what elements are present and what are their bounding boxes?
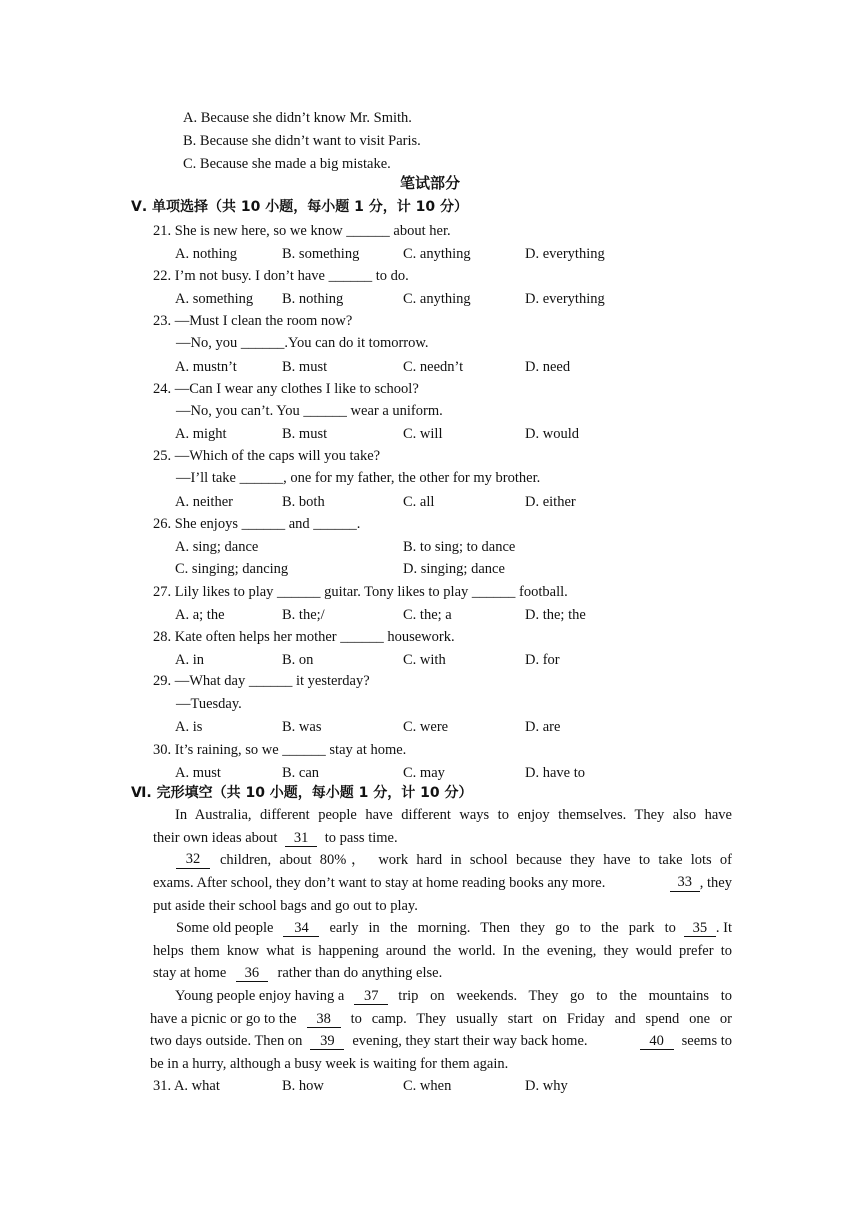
cloze-p2-line1 xyxy=(176,851,732,869)
written-part-title: 笔试部分 xyxy=(399,174,460,192)
question-25-option-a[interactable]: A. neither xyxy=(175,494,233,510)
listening-option-a: A. Because she didn’t know Mr. Smith. xyxy=(183,110,412,126)
cloze-q31-option-d[interactable]: D. why xyxy=(525,1078,568,1094)
cloze-text: rather than do anything else. xyxy=(277,965,443,981)
question-29-option-b[interactable]: B. was xyxy=(282,719,322,735)
question-22-option-c[interactable]: C. anything xyxy=(403,291,471,307)
cloze-q31-option-b[interactable]: B. how xyxy=(282,1078,324,1094)
question-25-stem: —I’ll take ______, one for my father, the other for my brother. xyxy=(176,470,541,486)
cloze-blank-31[interactable]: 31 xyxy=(285,830,317,847)
question-22-option-a[interactable]: A. something xyxy=(175,291,254,307)
question-24-stem: 24. —Can I wear any clothes I like to school? xyxy=(153,381,419,397)
question-27-option-b[interactable]: B. the;/ xyxy=(282,607,325,623)
question-28-option-a[interactable]: A. in xyxy=(175,652,204,668)
question-25-option-b[interactable]: B. both xyxy=(282,494,325,510)
question-24-option-c[interactable]: C. will xyxy=(403,426,443,442)
question-27-option-c[interactable]: C. the; a xyxy=(403,607,452,623)
cloze-q31-option-a[interactable]: 31. A. what xyxy=(153,1078,220,1094)
question-23-option-d[interactable]: D. need xyxy=(525,359,571,375)
cloze-text: two days outside. Then on xyxy=(150,1033,303,1049)
cloze-q31-option-c[interactable]: C. when xyxy=(403,1078,452,1094)
section6-title: Ⅵ. 完形填空（共 10 小题，每小题 1 分，计 10 分） xyxy=(131,785,473,801)
question-26-option-c[interactable]: C. singing; dancing xyxy=(175,561,289,577)
cloze-text: have a picnic or go to the xyxy=(150,1011,297,1027)
question-23-stem: 23. —Must I clean the room now? xyxy=(153,313,353,329)
question-30-option-d[interactable]: D. have to xyxy=(525,765,585,781)
question-29-stem: 29. —What day ______ it yesterday? xyxy=(153,673,370,689)
cloze-p3-line3 xyxy=(153,964,442,982)
question-21-option-c[interactable]: C. anything xyxy=(403,246,471,262)
cloze-blank-39[interactable]: 39 xyxy=(310,1033,344,1050)
cloze-blank-36[interactable]: 36 xyxy=(236,965,268,982)
cloze-text: exams. After school, they don’t want to stay at home reading books any more. xyxy=(153,875,606,891)
cloze-text: . It xyxy=(715,920,732,936)
question-23-option-a[interactable]: A. mustn’t xyxy=(175,359,237,375)
cloze-blank-34[interactable]: 34 xyxy=(283,920,319,937)
question-30-option-c[interactable]: C. may xyxy=(403,765,445,781)
question-24-option-d[interactable]: D. would xyxy=(525,426,579,442)
cloze-blank-33[interactable]: 33 xyxy=(670,874,700,892)
cloze-text: helps them know what is happening around the world. In the evening, they would prefer to xyxy=(153,943,732,959)
cloze-p4-line4: be in a hurry, although a busy week is waiting for them again. xyxy=(150,1056,509,1072)
cloze-text: children, about 80%， work hard in school because they have to take lots of xyxy=(220,852,732,868)
question-24-stem: —No, you can’t. You ______ wear a uniform. xyxy=(176,403,443,419)
question-22-option-b[interactable]: B. nothing xyxy=(282,291,344,307)
cloze-text: seems to xyxy=(681,1033,732,1049)
cloze-p4-line3 xyxy=(150,1032,732,1050)
question-21-option-d[interactable]: D. everything xyxy=(525,246,605,262)
cloze-p3-line1 xyxy=(176,919,732,937)
question-28-option-c[interactable]: C. with xyxy=(403,652,446,668)
cloze-text: to camp. They usually start on Friday and spend one or xyxy=(350,1011,732,1027)
question-23-option-b[interactable]: B. must xyxy=(282,359,328,375)
cloze-text: their own ideas about xyxy=(153,830,278,846)
cloze-blank-37[interactable]: 37 xyxy=(354,988,388,1005)
question-25-stem: 25. —Which of the caps will you take? xyxy=(153,448,381,464)
cloze-p4-line2 xyxy=(150,1010,732,1028)
cloze-p4-line1 xyxy=(175,987,732,1005)
question-29-option-c[interactable]: C. were xyxy=(403,719,449,735)
question-24-option-a[interactable]: A. might xyxy=(175,426,227,442)
cloze-p1-line2 xyxy=(153,829,398,847)
question-25-option-c[interactable]: C. all xyxy=(403,494,435,510)
question-26-option-a[interactable]: A. sing; dance xyxy=(175,539,259,555)
cloze-p2-line3: put aside their school bags and go out to play. xyxy=(153,898,418,914)
listening-option-b: B. Because she didn’t want to visit Paris. xyxy=(183,133,421,149)
cloze-text: Some old people xyxy=(176,920,274,936)
cloze-p1-line1 xyxy=(175,806,732,824)
question-22-option-d[interactable]: D. everything xyxy=(525,291,605,307)
question-22-stem: 22. I’m not busy. I don’t have ______ to do. xyxy=(153,268,409,284)
cloze-blank-40[interactable]: 40 xyxy=(640,1033,674,1050)
question-21-option-a[interactable]: A. nothing xyxy=(175,246,238,262)
question-30-stem: 30. It’s raining, so we ______ stay at home. xyxy=(153,742,407,758)
cloze-text: trip on weekends. They go to the mountains to xyxy=(398,988,732,1004)
cloze-text: early in the morning. Then they go to the park to xyxy=(329,920,676,936)
question-28-option-d[interactable]: D. for xyxy=(525,652,560,668)
question-27-option-a[interactable]: A. a; the xyxy=(175,607,225,623)
question-28-stem: 28. Kate often helps her mother ______ housework. xyxy=(153,629,455,645)
question-29-option-d[interactable]: D. are xyxy=(525,719,561,735)
question-30-option-b[interactable]: B. can xyxy=(282,765,320,781)
question-27-stem: 27. Lily likes to play ______ guitar. Tony likes to play ______ football. xyxy=(153,584,568,600)
question-21-stem: 21. She is new here, so we know ______ about her. xyxy=(153,223,451,239)
question-27-option-d[interactable]: D. the; the xyxy=(525,607,586,623)
question-28-option-b[interactable]: B. on xyxy=(282,652,314,668)
question-25-option-d[interactable]: D. either xyxy=(525,494,576,510)
cloze-blank-32[interactable]: 32 xyxy=(176,851,210,869)
cloze-blank-35[interactable]: 35 xyxy=(684,920,716,937)
question-26-option-b[interactable]: B. to sing; to dance xyxy=(403,539,516,555)
question-29-option-a[interactable]: A. is xyxy=(175,719,203,735)
listening-option-c: C. Because she made a big mistake. xyxy=(183,156,391,172)
cloze-text: stay at home xyxy=(153,965,227,981)
cloze-text: Young people enjoy having a xyxy=(175,988,345,1004)
cloze-text: to pa xyxy=(324,830,354,846)
question-23-option-c[interactable]: C. needn’t xyxy=(403,359,464,375)
question-26-option-d[interactable]: D. singing; dance xyxy=(403,561,505,577)
cloze-text: ss time. xyxy=(353,830,398,846)
cloze-text: , they xyxy=(699,875,732,891)
cloze-p3-line2 xyxy=(153,942,732,960)
question-21-option-b[interactable]: B. something xyxy=(282,246,360,262)
question-24-option-b[interactable]: B. must xyxy=(282,426,328,442)
cloze-blank-38[interactable]: 38 xyxy=(307,1011,341,1028)
cloze-p2-line2 xyxy=(153,874,732,892)
question-30-option-a[interactable]: A. must xyxy=(175,765,221,781)
cloze-p1-line1-text: In Australia, different people have different ways to enjoy themselves. They also have xyxy=(175,807,732,823)
cloze-text: evening, they start their way back home. xyxy=(352,1033,588,1049)
question-26-stem: 26. She enjoys ______ and ______. xyxy=(153,516,361,532)
section5-title: Ⅴ. 单项选择（共 10 小题，每小题 1 分，计 10 分） xyxy=(131,199,468,215)
question-29-stem: —Tuesday. xyxy=(176,696,242,712)
question-23-stem: —No, you ______.You can do it tomorrow. xyxy=(176,335,429,351)
